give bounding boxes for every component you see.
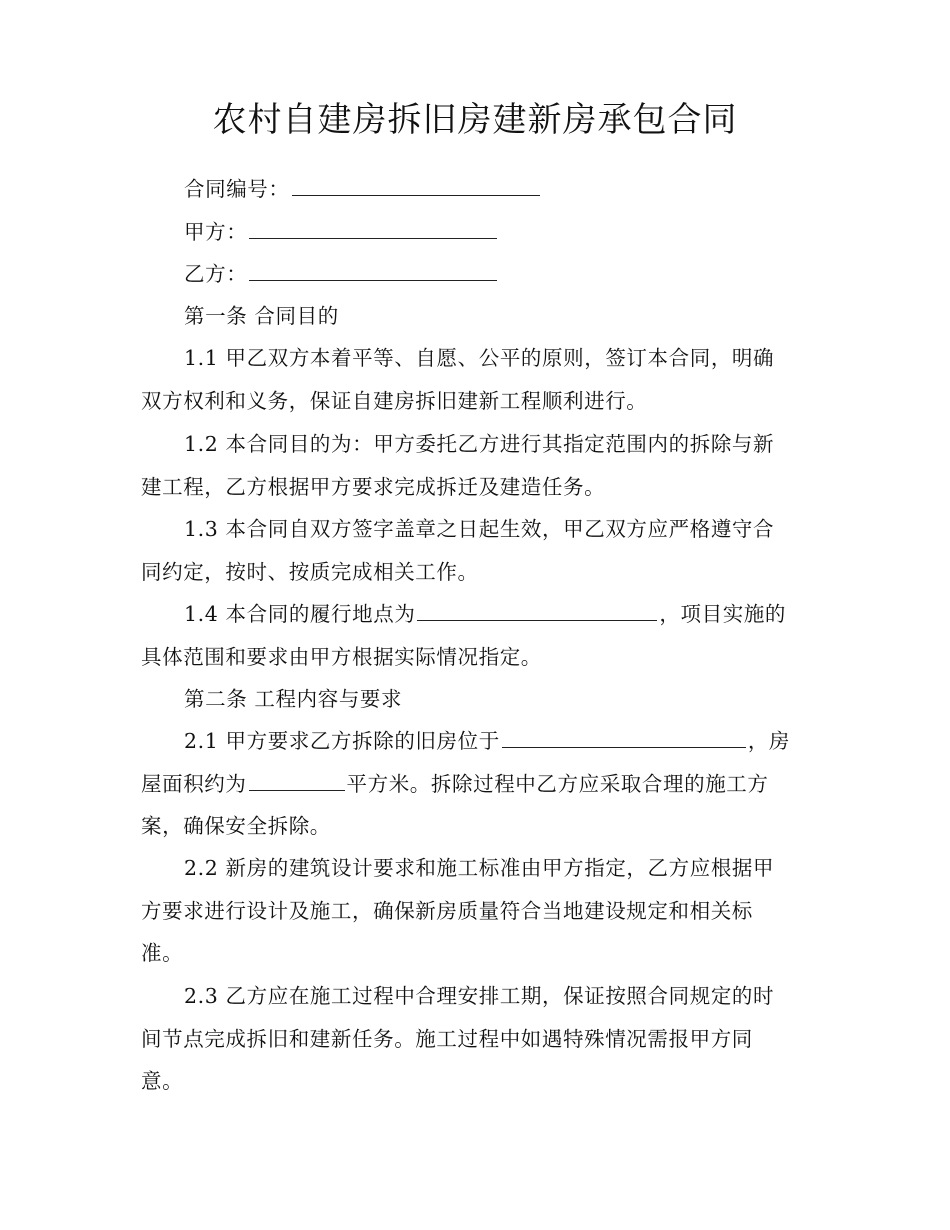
clause-2-3-line-3: 意。 bbox=[141, 1069, 184, 1093]
contract-number-line bbox=[184, 174, 542, 204]
clause-1-1-line-1: 1.1 甲乙双方本着平等、自愿、公平的原则，签订本合同，明确 bbox=[184, 346, 775, 370]
party-b-label: 乙方： bbox=[184, 262, 248, 286]
clause-2-2-line-2: 方要求进行设计及施工，确保新房质量符合当地建设规定和相关标 bbox=[141, 899, 753, 923]
clause-1-1-line-2: 双方权利和义务，保证自建房拆旧建新工程顺利进行。 bbox=[141, 389, 648, 413]
clause-2-1-line-1 bbox=[184, 726, 790, 756]
contract-number-label: 合同编号： bbox=[184, 177, 290, 201]
clause-1-4-suffix: ，项目实施的 bbox=[659, 602, 787, 626]
clause-1-3-line-1: 1.3 本合同自双方签字盖章之日起生效，甲乙双方应严格遵守合 bbox=[184, 517, 775, 541]
clause-1-4-line-2: 具体范围和要求由甲方根据实际情况指定。 bbox=[141, 645, 542, 669]
party-a-blank[interactable] bbox=[249, 218, 497, 239]
clause-2-3-line-1: 2.3 乙方应在施工过程中合理安排工期，保证按照合同规定的时 bbox=[184, 984, 775, 1008]
clause-2-1-line-3: 案，确保安全拆除。 bbox=[141, 814, 331, 838]
clause-1-3-line-2: 同约定，按时、按质完成相关工作。 bbox=[141, 560, 479, 584]
party-b-blank[interactable] bbox=[249, 260, 497, 281]
house-area-blank[interactable] bbox=[249, 770, 345, 791]
party-b-line bbox=[184, 259, 499, 289]
area-prefix: 屋面积约为 bbox=[141, 772, 247, 796]
section-2-heading: 第二条 工程内容与要求 bbox=[184, 687, 403, 711]
clause-1-4-prefix: 1.4 本合同的履行地点为 bbox=[184, 602, 416, 626]
clause-1-2-line-2: 建工程，乙方根据甲方要求完成拆迁及建造任务。 bbox=[141, 475, 606, 499]
clause-2-2-line-1: 2.2 新房的建筑设计要求和施工标准由甲方指定，乙方应根据甲 bbox=[184, 856, 775, 880]
clause-2-1-suffix: ，房 bbox=[747, 729, 791, 753]
party-a-line bbox=[184, 217, 499, 247]
party-a-label: 甲方： bbox=[184, 220, 248, 244]
clause-2-3-line-2: 间节点完成拆旧和建新任务。施工过程中如遇特殊情况需报甲方同 bbox=[141, 1027, 753, 1051]
section-1-heading: 第一条 合同目的 bbox=[184, 304, 339, 328]
area-suffix: 平方米。拆除过程中乙方应采取合理的施工方 bbox=[346, 772, 769, 796]
clause-2-1-prefix: 2.1 甲方要求乙方拆除的旧房位于 bbox=[184, 729, 500, 753]
clause-1-4-line-1 bbox=[184, 599, 786, 629]
clause-2-1-line-2 bbox=[141, 769, 769, 799]
performance-location-blank[interactable] bbox=[417, 600, 657, 621]
clause-1-2-line-1: 1.2 本合同目的为：甲方委托乙方进行其指定范围内的拆除与新 bbox=[184, 432, 775, 456]
clause-2-2-line-3: 准。 bbox=[141, 941, 184, 965]
old-house-location-blank[interactable] bbox=[502, 727, 746, 748]
document-title: 农村自建房拆旧房建新房承包合同 bbox=[212, 100, 738, 140]
contract-number-blank[interactable] bbox=[292, 175, 540, 196]
